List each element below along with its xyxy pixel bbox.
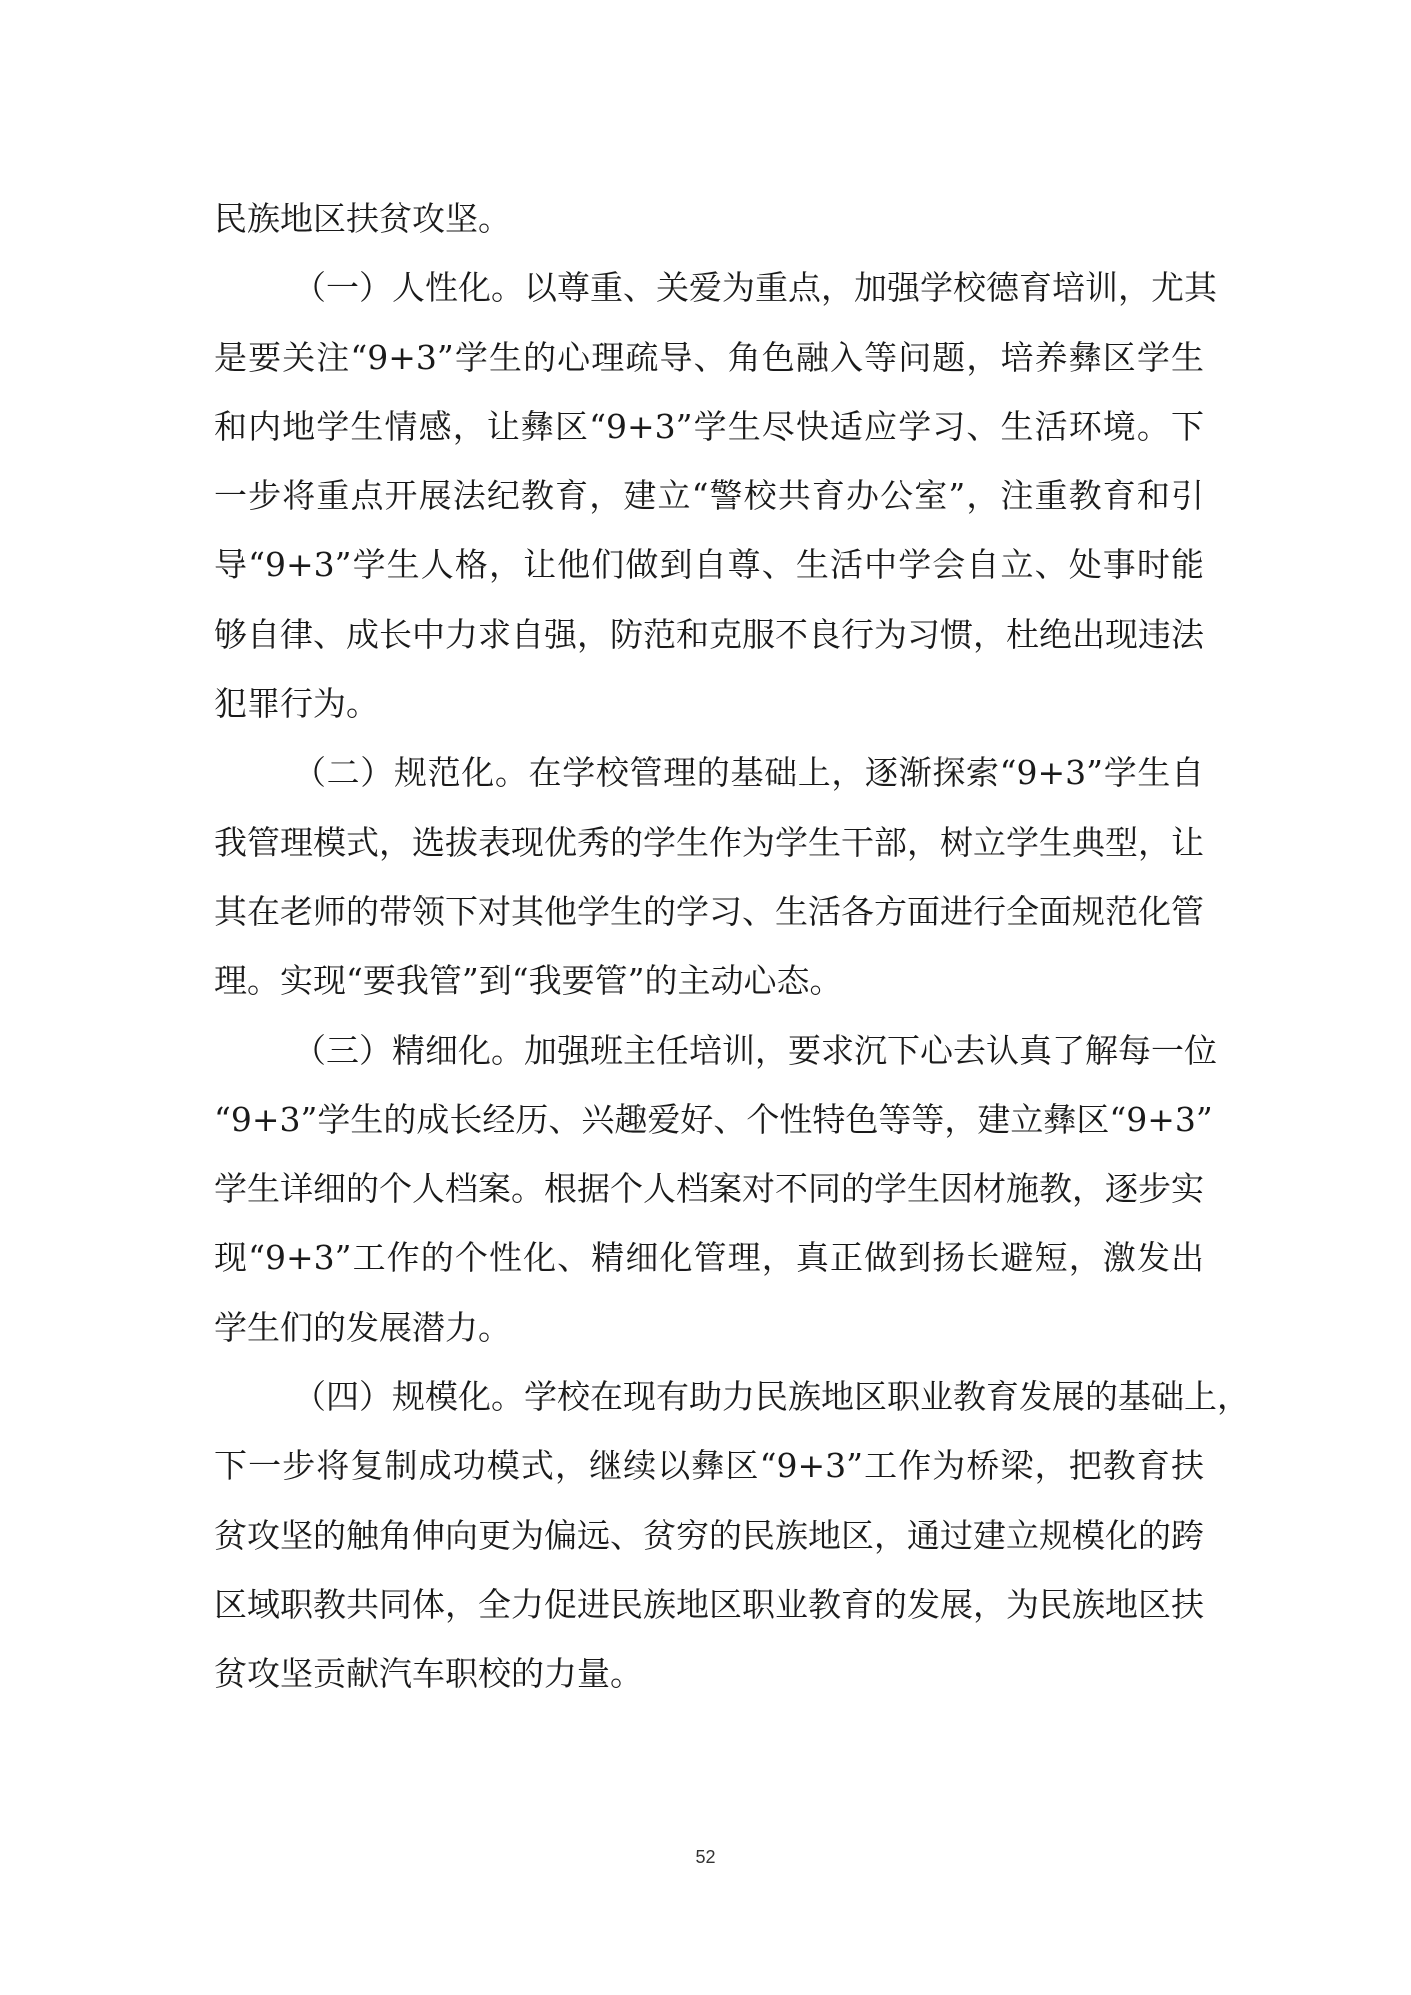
text-line: 和内地学生情感，让彝区“9+3”学生尽快适应学习、生活环境。下 <box>214 406 1204 446</box>
text-line: 导“9+3”学生人格，让他们做到自尊、生活中学会自立、处事时能 <box>214 545 1204 585</box>
text-line: 是要关注“9+3”学生的心理疏导、角色融入等问题，培养彝区学生 <box>214 337 1204 377</box>
body-text <box>214 184 1250 1709</box>
text-line: 其在老师的带领下对其他学生的学习、生活各方面进行全面规范化管 <box>214 891 1204 931</box>
text-line: “9+3”学生的成长经历、兴趣爱好、个性特色等等，建立彝区“9+3” <box>214 1099 1213 1139</box>
text-line: （三）精细化。加强班主任培训，要求沉下心去认真了解每一位 <box>293 1030 1217 1070</box>
text-line: 我管理模式，选拔表现优秀的学生作为学生干部，树立学生典型，让 <box>214 822 1204 862</box>
text-line: 贫攻坚的触角伸向更为偏远、贫穷的民族地区，通过建立规模化的跨 <box>214 1515 1204 1555</box>
text-line: 一步将重点开展法纪教育，建立“警校共育办公室”，注重教育和引 <box>214 476 1204 516</box>
text-line: （二）规范化。在学校管理的基础上，逐渐探索“9+3”学生自 <box>293 753 1204 793</box>
text-line: 够自律、成长中力求自强，防范和克服不良行为习惯，杜绝出现违法 <box>214 614 1204 654</box>
text-line: 贫攻坚贡献汽车职校的力量。 <box>214 1654 643 1694</box>
text-line: 下一步将复制成功模式，继续以彝区“9+3”工作为桥梁，把教育扶 <box>214 1446 1204 1486</box>
text-line: （四）规模化。学校在现有助力民族地区职业教育发展的基础上， <box>293 1377 1250 1417</box>
text-line: 区域职教共同体，全力促进民族地区职业教育的发展，为民族地区扶 <box>214 1584 1204 1624</box>
text-line: 现“9+3”工作的个性化、精细化管理，真正做到扬长避短，激发出 <box>214 1238 1204 1278</box>
text-line: 民族地区扶贫攻坚。 <box>214 199 511 238</box>
text-line: 学生详细的个人档案。根据个人档案对不同的学生因材施教，逐步实 <box>214 1169 1204 1209</box>
text-line: 理。实现“要我管”到“我要管”的主动心态。 <box>214 961 843 1001</box>
page-number: 52 <box>695 1847 716 1867</box>
text-line: （一）人性化。以尊重、关爱为重点，加强学校德育培训，尤其 <box>293 268 1217 308</box>
text-line: 犯罪行为。 <box>214 684 379 724</box>
text-line: 学生们的发展潜力。 <box>214 1307 511 1347</box>
